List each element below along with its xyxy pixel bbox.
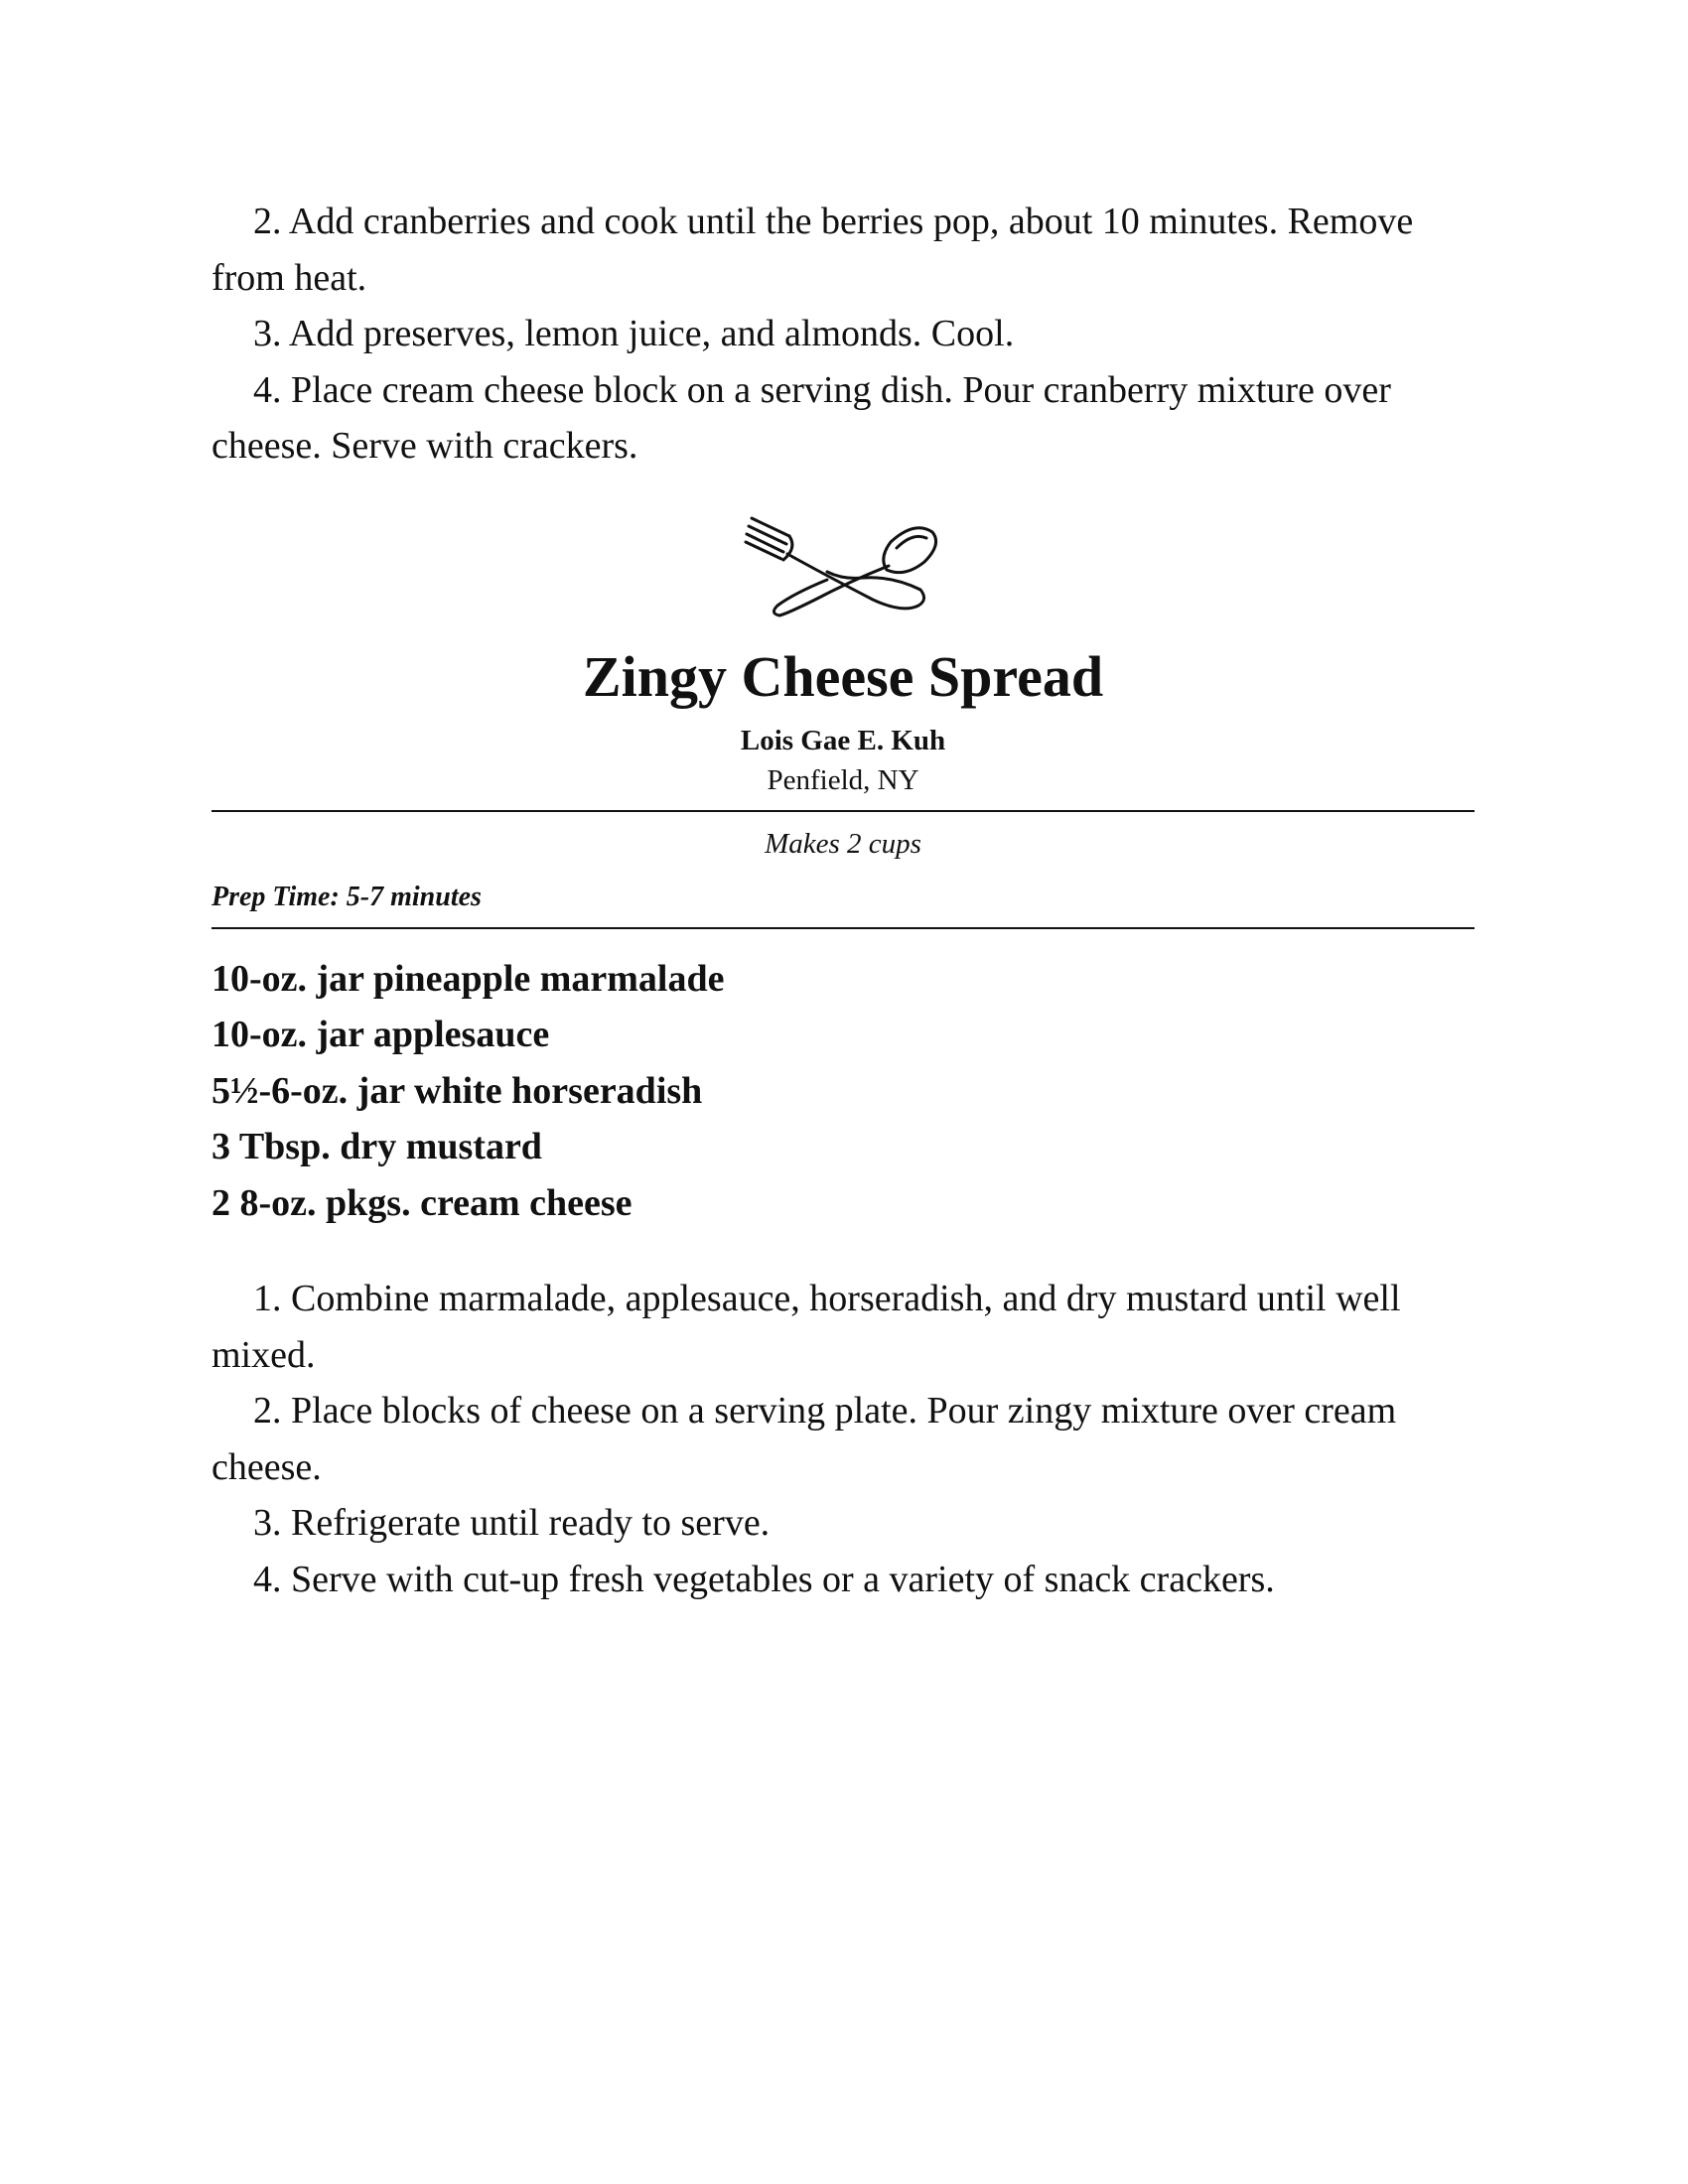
previous-step-4: 4. Place cream cheese block on a serving dish. Pour cranberry mixture over cheese. Serve with crackers. <box>211 368 1391 467</box>
previous-step-2: 2. Add cranberries and cook until the berries pop, about 10 minutes. Remove from heat. <box>211 201 1414 299</box>
fork-and-spoon-icon <box>744 514 942 623</box>
ingredient-item: 5½-6-oz. jar white horseradish <box>211 1069 703 1112</box>
direction-step-1: 1. Combine marmalade, applesauce, horseradish, and dry mustard until well mixed. <box>211 1278 1401 1376</box>
ingredient-item: 2 8-oz. pkgs. cream cheese <box>211 1181 633 1224</box>
direction-step-4: 4. Serve with cut-up fresh vegetables or a variety of snack crackers. <box>253 1558 1275 1600</box>
divider-bottom <box>211 927 1475 929</box>
recipe-title: Zingy Cheese Spread <box>582 643 1104 709</box>
ingredient-item: 10-oz. jar pineapple marmalade <box>211 957 725 1000</box>
direction-step-2: 2. Place blocks of cheese on a serving plate. Pour zingy mixture over cream cheese. <box>211 1390 1397 1488</box>
recipe-location: Penfield, NY <box>767 763 919 796</box>
recipe-yield: Makes 2 cups <box>765 827 921 860</box>
recipe-page <box>211 194 1475 1607</box>
previous-step-3: 3. Add preserves, lemon juice, and almonds. Cool. <box>253 313 1015 354</box>
recipe-directions <box>211 1271 1475 1607</box>
divider-top <box>211 810 1475 812</box>
direction-step-3: 3. Refrigerate until ready to serve. <box>253 1502 771 1544</box>
recipe-author: Lois Gae E. Kuh <box>740 724 946 756</box>
ingredient-item: 3 Tbsp. dry mustard <box>211 1126 542 1167</box>
ingredient-item: 10-oz. jar applesauce <box>211 1014 550 1055</box>
previous-recipe-directions <box>211 194 1475 475</box>
ingredient-list <box>211 951 1475 1232</box>
prep-time: Prep Time: 5-7 minutes <box>211 881 482 912</box>
